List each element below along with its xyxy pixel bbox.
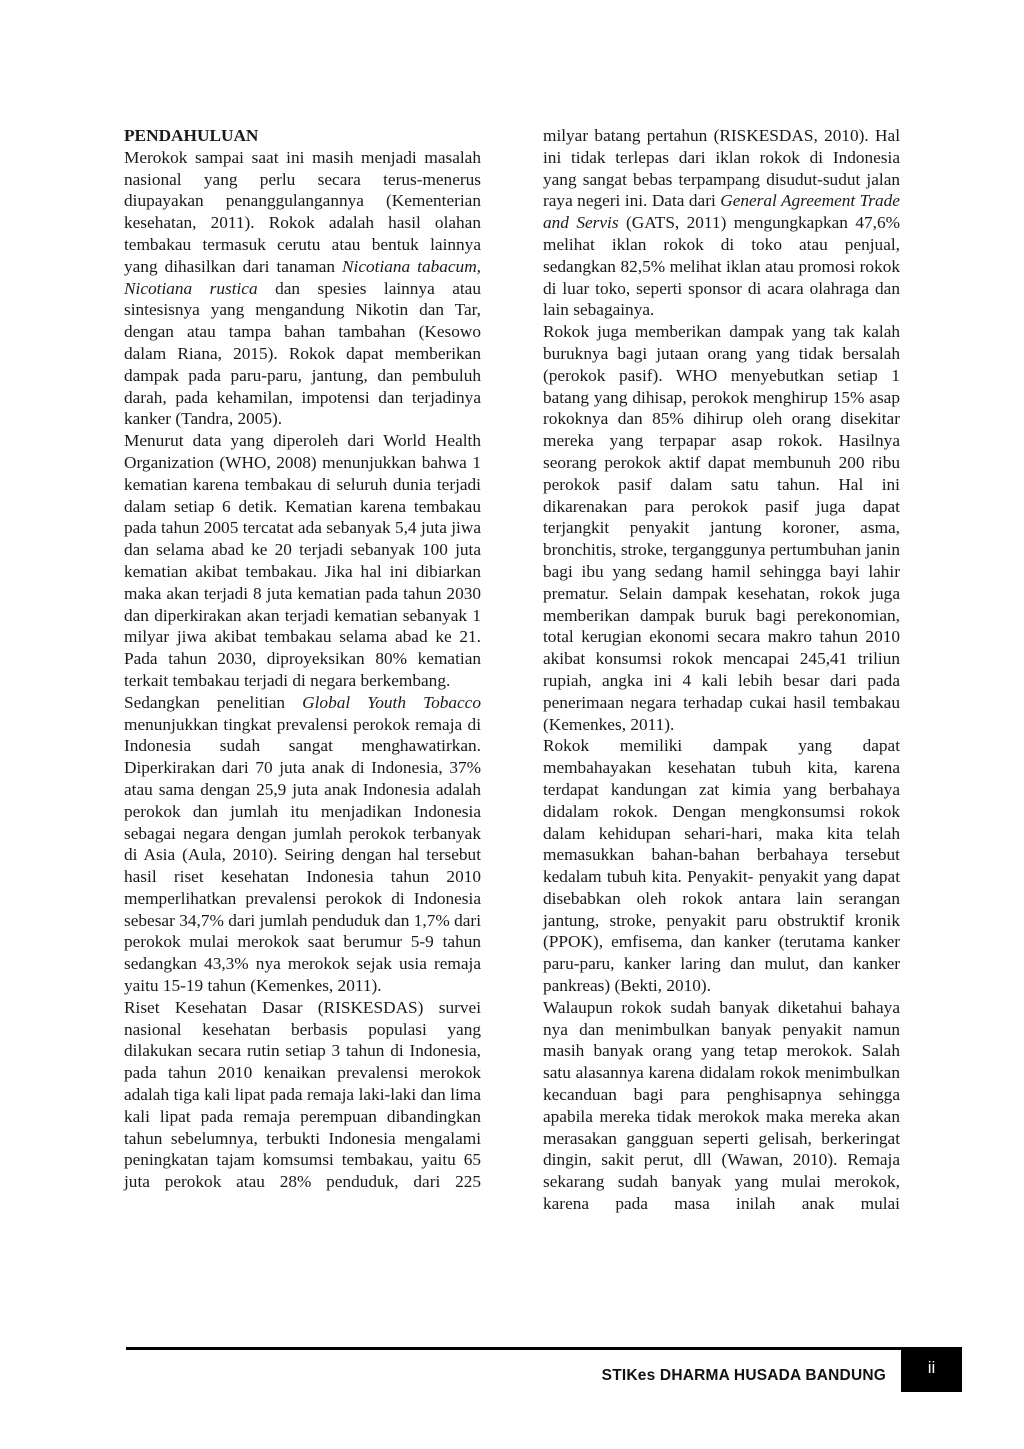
italic-term: Global Youth Tobacco	[302, 692, 481, 712]
paragraph	[124, 997, 481, 1193]
text-run: milyar batang pertahun (RISKESDAS, 2010). Hal ini tidak terlepas dari iklan rokok di Indonesia yang sangat bebas terpampang disudut-sudut jalan raya negeri ini. Data dari	[543, 126, 900, 211]
left-column	[124, 125, 481, 1193]
paragraph	[543, 997, 900, 1215]
section-heading: PENDAHULUAN	[124, 126, 259, 145]
right-column	[543, 125, 900, 1215]
text-run: dan spesies lainnya atau sintesisnya yang mengandung Nikotin dan Tar, dengan atau tampa bahan tambahan (Kesowo dalam Riana, 2015). Rokok dapat memberikan dampak pada paru-paru, jantung, dan pembuluh darah, pada kehamilan, impotensi dan terjadinya kanker (Tandra, 2005).	[124, 278, 481, 429]
text-run: (GATS, 2011) mengungkapkan 47,6% melihat iklan rokok di toko atau penjual, sedangkan 82,5% melihat iklan atau promosi rokok di luar toko, seperti sponsor di acara olahraga dan lain sebagainya.	[543, 213, 900, 320]
footer-institution: STIKes DHARMA HUSADA BANDUNG	[601, 1367, 886, 1384]
paragraph	[124, 430, 481, 692]
text-run: Merokok sampai saat ini masih menjadi masalah nasional yang perlu secara terus-menerus diupayakan penanggulangannya (Kementerian kesehatan, 2011). Rokok adalah hasil olahan tembakau termasuk cerutu atau bentuk lainnya yang dihasilkan dari tanaman	[124, 147, 481, 276]
footer-rule	[126, 1347, 902, 1350]
paragraph	[124, 147, 481, 430]
text-run: Sedangkan penelitian	[124, 692, 303, 712]
text-run: Walaupun rokok sudah banyak diketahui bahaya nya dan menimbulkan banyak penyakit namun masih banyak orang yang tetap merokok. Salah satu alasannya karena didalam rokok menimbulkan kecanduan bagi para penghisapnya sehingga apabila mereka tidak merokok maka mereka akan merasakan gangguan seperti gelisah, berkeringat dingin, sakit perut, dll (Wawan, 2010). Remaja sekarang sudah banyak yang mulai merokok, karena pada masa inilah anak mulai	[543, 997, 900, 1214]
text-run: Rokok memiliki dampak yang dapat membahayakan kesehatan tubuh kita, karena terdapat kandungan zat kimia yang berbahaya didalam rokok. Dengan mengkonsumsi rokok dalam kehidupan sehari-hari, maka kita telah memasukkan bahan-bahan berbahaya tersebut kedalam tubuh kita. Penyakit- penyakit yang dapat disebabkan oleh rokok antara lain serangan jantung, stroke, penyakit paru obstruktif kronik (PPOK), emfisema, dan kanker (terutama kanker paru-paru, kanker laring dan mulut, dan kanker pankreas) (Bekti, 2010).	[543, 736, 900, 996]
paragraph	[543, 321, 900, 735]
text-run: Menurut data yang diperoleh dari World Health Organization (WHO, 2008) menunjukkan bahwa 1 kematian karena tembakau di seluruh dunia terjadi dalam setiap 6 detik. Kematian karena tembakau pada tahun 2005 tercatat ada sebanyak 5,4 juta jiwa dan selama abad ke 20 terjadi sebanyak 100 juta kematian akibat tembakau. Jika hal ini dibiarkan maka akan terjadi 8 juta kematian pada tahun 2030 dan diperkirakan akan terjadi kematian sebanyak 1 milyar jiwa akibat tembakau selama abad ke 21. Pada tahun 2030, diproyeksikan 80% kematian terkait tembakau terjadi di negara berkembang.	[124, 431, 481, 690]
italic-term: General Agreement Trade and Servis	[543, 191, 900, 233]
page-number: ii	[927, 1358, 936, 1377]
text-run: Riset Kesehatan Dasar (RISKESDAS) survei nasional kesehatan berbasis populasi yang dilakukan secara rutin setiap 3 tahun di Indonesia, pada tahun 2010 kenaikan prevalensi merokok adalah tiga kali lipat pada remaja laki-laki dan lima kali lipat pada remaja perempuan dibandingkan tahun sebelumnya, terbukti Indonesia mengalami peningkatan tajam komsumsi tembakau, yaitu 65 juta perokok atau 28% penduduk, dari 225	[124, 997, 481, 1192]
italic-term: Nicotiana tabacum, Nicotiana rustica	[124, 256, 481, 298]
paragraph	[124, 692, 481, 997]
paragraph	[543, 735, 900, 997]
paragraph	[543, 125, 900, 321]
page-number-box	[901, 1347, 962, 1392]
text-run: Rokok juga memberikan dampak yang tak kalah buruknya bagi jutaan orang yang tidak bersalah (perokok pasif). WHO menyebutkan setiap 1 batang yang dihisap, perokok menghirup 15% asap rokoknya dan 85% dihirup oleh orang disekitar mereka yang terpapar asap rokok. Hasilnya seorang perokok aktif dapat membunuh 200 ribu perokok pasif dalam satu tahun. Hal ini dikarenakan para perokok pasif juga dapat terjangkit penyakit jantung koroner, asma, bronchitis, stroke, terganggunya pertumbuhan janin bagi ibu yang sedang hamil sehingga bayi lahir prematur. Selain dampak kesehatan, rokok juga memberikan dampak buruk bagi perekonomian, total kerugian ekonomi secara makro tahun 2010 akibat konsumsi rokok mencapai 245,41 triliun rupiah, angka ini 4 kali lebih besar dari pada penerimaan negara terhadap cukai hasil tembakau (Kemenkes, 2011).	[543, 322, 900, 734]
text-run: menunjukkan tingkat prevalensi perokok remaja di Indonesia sudah sangat menghawatirkan. Diperkirakan dari 70 juta anak di Indonesia, 37% atau sama dengan 25,9 juta anak Indonesia adalah perokok dan jumlah itu menjadikan Indonesia sebagai negara dengan jumlah perokok terbanyak di Asia (Aula, 2010). Seiring dengan hal tersebut hasil riset kesehatan Indonesia tahun 2010 memperlihatkan prevalensi perokok di Indonesia sebesar 34,7% dari jumlah penduduk dan 1,7% dari perokok mulai merokok saat berumur 5-9 tahun sedangkan 43,3% nya merokok sejak usia remaja yaitu 15-19 tahun (Kemenkes, 2011).	[124, 714, 481, 996]
